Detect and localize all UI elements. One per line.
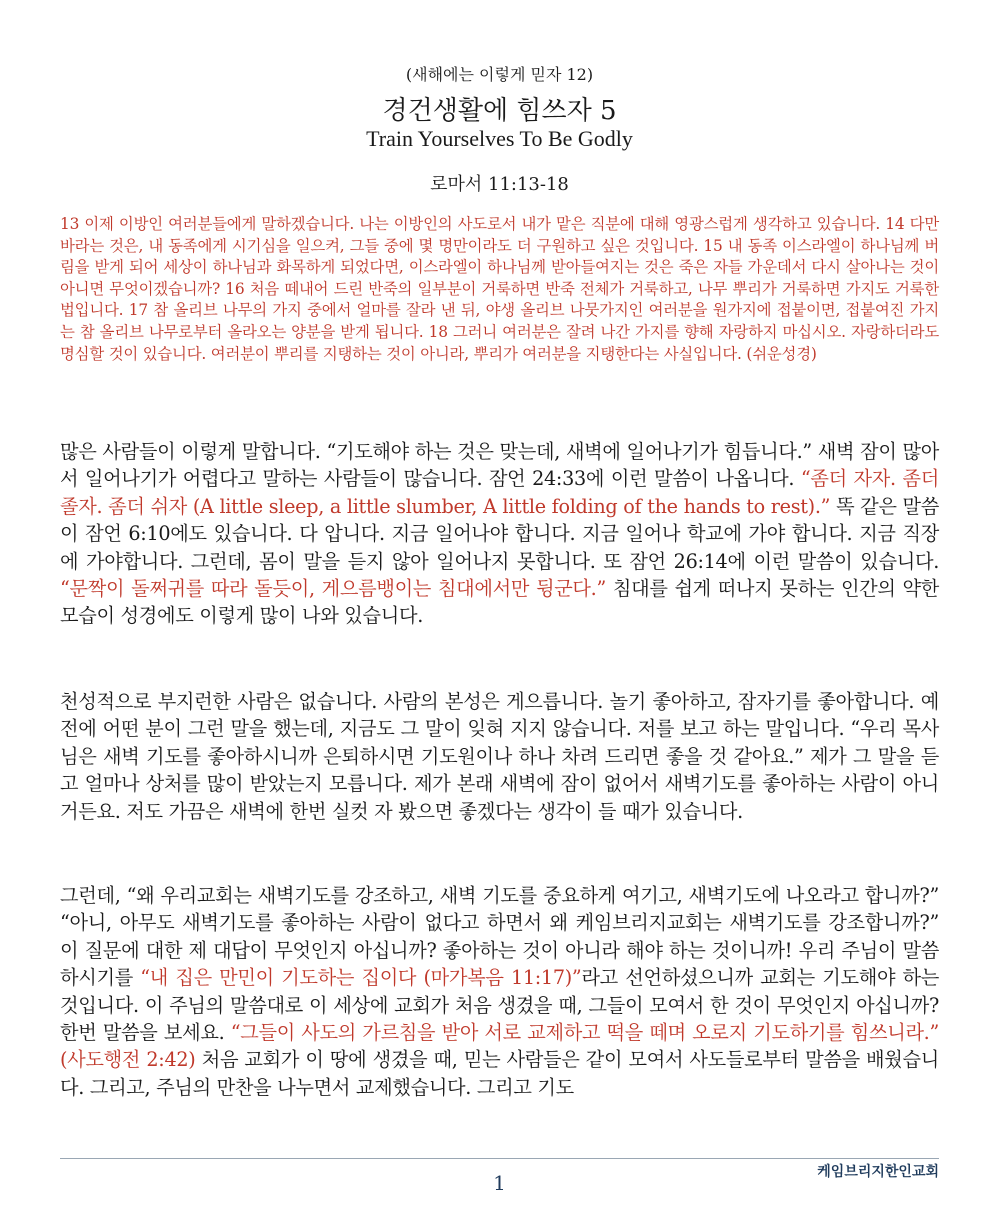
paragraph-2: 천성적으로 부지런한 사람은 없습니다. 사람의 본성은 게으릅니다. 놀기 좋아하고, 잠자기를 좋아합니다. 예전에 어떤 분이 그런 말을 했는데, 지금도 그 말이 잊혀 지지 않습니다. 저를 보고 하는 말입니다. “우리 목사님은 새벽 기도를 좋아하시니까 은퇴하시면 기도원이나 하나 차려 드리면 좋을 것 같아요.” 제가 그 말을 듣고 얼마나 상처를 많이 받았는지 모릅니다. 제가 본래 새벽에 잠이 없어서 새벽기도를 좋아하는 사람이 아니거든요. 저도 가끔은 새벽에 한번 실컷 자 봤으면 좋겠다는 생각이 들 때가 있습니다. bbox=[60, 690, 939, 823]
paragraph-3 bbox=[60, 882, 939, 1101]
paragraph-3-text-a: 그런데, “왜 우리교회는 새벽기도를 강조하고, 새벽 기도를 중요하게 여기고, 새벽기도에 나오라고 합니까?” “아니, 아무도 새벽기도를 좋아하는 사람이 없다고 하면서 왜 케임브리지교회는 새벽기도를 강조합니까?” 이 질문에 대한 제 대답이 무엇인지 아십니까? 좋아하는 것이 아니라 해야 하는 것이니까! 우리 주님이 말씀하시기를 bbox=[60, 884, 939, 990]
scripture-passage: 13 이제 이방인 여러분들에게 말하겠습니다. 나는 이방인의 사도로서 내가 맡은 직분에 대해 영광스럽게 생각하고 있습니다. 14 다만 바라는 것은, 내 동족에게 시기심을 일으켜, 그들 중에 몇 명만이라도 더 구원하고 싶은 것입니다. 15 내 동족 이스라엘이 하나님께 버림을 받게 되어 세상이 하나님과 화목하게 되었다면, 이스라엘이 하나님께 받아들여지는 것은 죽은 자들 가운데서 다시 살아나는 것이 아니면 무엇이겠습니까? 16 처음 떼내어 드린 반죽의 일부분이 거룩하면 반죽 전체가 거룩하고, 나무 뿌리가 거룩하면 가지도 거룩한 법입니다. 17 참 올리브 나무의 가지 중에서 얼마를 잘라 낸 뒤, 야생 올리브 나뭇가지인 여러분을 원가지에 접붙이면, 접붙여진 가지는 참 올리브 나무로부터 올라오는 양분을 받게 됩니다. 18 그러니 여러분은 잘려 나간 가지를 향해 자랑하지 마십시오. 자랑하더라도 명심할 것이 있습니다. 여러분이 뿌리를 지탱하는 것이 아니라, 뿌리가 여러분을 지탱한다는 사실입니다. (쉬운성경) bbox=[60, 215, 939, 363]
footer-divider bbox=[60, 1158, 939, 1159]
church-name: 케임브리지한인교회 bbox=[817, 1164, 939, 1180]
paragraph-1-text-e: 침대를 쉽게 떠나지 못하는 인간의 약한 모습이 성경에도 이렇게 많이 나와 있습니다. bbox=[60, 577, 939, 628]
paragraph-3-quote-acts: “그들이 사도의 가르침을 받아 서로 교제하고 떡을 떼며 오로지 기도하기를 힘쓰니라.” (사도행전 2:42) bbox=[60, 1021, 939, 1072]
paragraph-1-quote-proverbs-26: “문짝이 돌쩌귀를 따라 돌듯이, 게으름뱅이는 침대에서만 뒹군다.” bbox=[60, 577, 606, 601]
paragraph-1-text-a: 많은 사람들이 이렇게 말합니다. “기도해야 하는 것은 맞는데, 새벽에 일어나기가 힘듭니다.” 새벽 잠이 많아서 일어나기가 어렵다고 말하는 사람들이 많습니다. 잠언 24:33에 이런 말씀이 나옵니다. bbox=[60, 440, 939, 491]
paragraph-3-quote-mark: “내 집은 만민이 기도하는 집이다 (마가복음 11:17)” bbox=[140, 966, 582, 990]
scripture-reference: 로마서 11:13-18 bbox=[430, 174, 569, 195]
paragraph-3-text-c: 라고 선언하셨으니까 교회는 기도해야 하는 것입니다. 이 주님의 말씀대로 이 세상에 교회가 처음 생겼을 때, 그들이 모여서 한 것이 무엇인지 아십니까? 한번 말씀을 보세요. bbox=[60, 966, 939, 1045]
paragraph-1-text-c: 똑 같은 말씀이 잠언 6:10에도 있습니다. 다 압니다. 지금 일어나야 합니다. 지금 일어나 학교에 가야 합니다. 지금 직장에 가야합니다. 그런데, 몸이 말을 듣지 않아 일어나지 못합니다. 또 잠언 26:14에 이런 말씀이 있습니다. bbox=[60, 494, 939, 573]
paragraph-1 bbox=[60, 438, 939, 630]
sermon-subtitle: Train Yourselves To Be Godly bbox=[366, 126, 633, 151]
paragraph-1-quote-proverbs-24: “좀더 자자. 좀더 졸자. 좀더 쉬자 (A little sleep, a little slumber, A little folding of the hands to rest).” bbox=[60, 467, 939, 518]
paragraph-3-text-e: 처음 교회가 이 땅에 생겼을 때, 믿는 사람들은 같이 모여서 사도들로부터 말씀을 배웠습니다. 그리고, 주님의 만찬을 나누면서 교제했습니다. 그리고 기도 bbox=[60, 1048, 939, 1099]
page-number: 1 bbox=[493, 1171, 506, 1195]
series-label: (새해에는 이렇게 믿자 12) bbox=[405, 65, 594, 84]
sermon-title: 경건생활에 힘쓰자 5 bbox=[382, 96, 617, 126]
